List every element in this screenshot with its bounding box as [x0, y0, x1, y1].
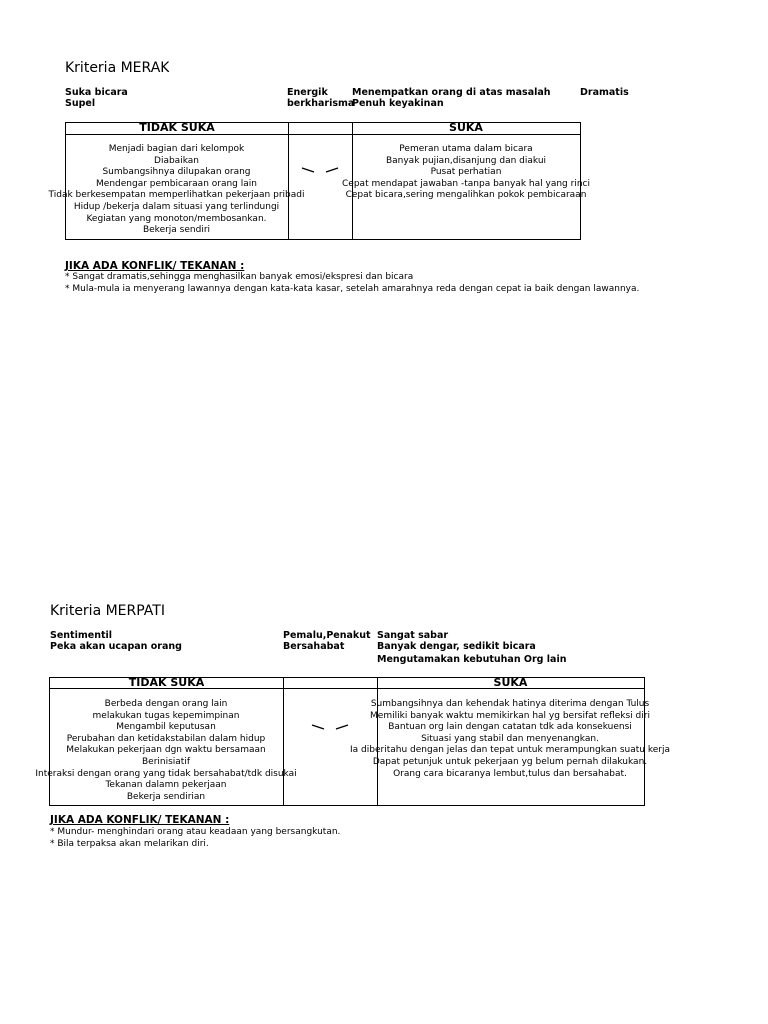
merpati-tidak-suka-list	[35, 699, 297, 803]
merak-suka-item: Cepat mendapat jawaban -tanpa banyak hal yang rinci	[342, 178, 590, 189]
merak-header-tidak-suka: TIDAK SUKA	[139, 122, 215, 132]
merpati-suka-item: Situasi yang stabil dan menyenangkan.	[421, 733, 599, 744]
merak-tidak-suka-item: Kegiatan yang monoton/membosankan.	[86, 213, 267, 224]
merpati-trait: Bersahabat	[283, 641, 345, 652]
merak-trait: Supel	[65, 98, 96, 109]
merpati-tidak-suka-item: melakukan tugas kepemimpinan	[92, 710, 240, 721]
merak-tidak-suka-list	[48, 144, 305, 237]
merak-trait: Penuh keyakinan	[352, 98, 444, 109]
merpati-suka-item: Bantuan org lain dengan catatan tdk ada konsekuensi	[388, 722, 632, 733]
merpati-trait: Banyak dengar, sedikit bicara	[377, 641, 536, 652]
merak-tidak-suka-item: Mendengar pembicaraan orang lain	[96, 178, 257, 189]
merpati-suka-item: Dapat petunjuk untuk pekerjaan yg belum pernah dilakukan.	[372, 756, 648, 767]
merpati-trait: Peka akan ucapan orang	[50, 641, 182, 652]
merpati-tidak-suka-item: Interaksi dengan orang yang tidak bersahabat/tdk disukai	[35, 768, 297, 779]
merak-suka-item: Banyak pujian,disanjung dan diakui	[385, 155, 547, 166]
merak-conflict-heading: JIKA ADA KONFLIK/ TEKANAN :	[65, 260, 245, 272]
merpati-trait: Pemalu,Penakut	[283, 630, 371, 641]
merak-suka-item: Pemeran utama dalam bicara	[399, 144, 533, 154]
merpati-trait: Sangat sabar	[377, 630, 449, 641]
merpati-trait: Mengutamakan kebutuhan Org lain	[377, 654, 567, 665]
merpati-header-suka: SUKA	[493, 677, 528, 687]
merak-tidak-suka-item: Diabaikan	[154, 155, 199, 166]
merak-tidak-suka-item: Hidup /bekerja dalam situasi yang terlindungi	[73, 201, 280, 212]
merpati-tidak-suka-item: Berinisiatif	[141, 756, 191, 767]
face-icon	[300, 163, 340, 179]
merpati-header-tidak-suka: TIDAK SUKA	[128, 677, 205, 687]
merpati-tidak-suka-item: Melakukan pekerjaan dgn waktu bersamaan	[66, 745, 266, 756]
merak-trait: Suka bicara	[65, 87, 128, 98]
merak-trait: Energik	[287, 87, 328, 98]
merak-suka-item: Cepat bicara,sering mengalihkan pokok pembicaraan	[345, 190, 587, 201]
merpati-tidak-suka-item: Mengambil keputusan	[116, 722, 216, 733]
merak-tidak-suka-item: Bekerja sendiri	[142, 225, 211, 236]
merpati-tidak-suka-item: Perubahan dan ketidakstabilan dalam hidup	[66, 733, 266, 744]
merak-trait: Dramatis	[580, 87, 629, 98]
merpati-suka-item: Orang cara bicaranya lembut,tulus dan bersahabat.	[393, 768, 627, 779]
merak-title: Kriteria MERAK	[65, 61, 170, 73]
merak-suka-list	[342, 144, 590, 202]
merpati-tidak-suka-item: Bekerja sendirian	[126, 791, 206, 802]
merpati-trait: Sentimentil	[50, 630, 113, 641]
merak-suka-item: Pusat perhatian	[430, 167, 502, 178]
merpati-suka-list	[350, 699, 670, 780]
merpati-conflict-line: * Bila terpaksa akan melarikan diri.	[50, 839, 209, 849]
merak-trait: Menempatkan orang di atas masalah	[352, 87, 551, 98]
merak-tidak-suka-item: Tidak berkesempatan memperlihatkan pekerjaan pribadi	[48, 190, 305, 201]
merpati-suka-item: Sumbangsihnya dan kehendak hatinya diterima dengan Tulus	[370, 699, 650, 709]
merpati-title: Kriteria MERPATI	[50, 604, 165, 616]
merpati-tidak-suka-item: Berbeda dengan orang lain	[104, 699, 228, 709]
merpati-suka-item: Ia diberitahu dengan jelas dan tepat untuk merampungkan suatu kerja	[350, 745, 670, 756]
merak-tidak-suka-item: Menjadi bagian dari kelompok	[108, 144, 245, 154]
merak-trait: berkharisma	[287, 98, 355, 109]
merpati-conflict-line: * Mundur- menghindari orang atau keadaan yang bersangkutan.	[50, 827, 341, 837]
merak-conflict-line: * Mula-mula ia menyerang lawannya dengan kata-kata kasar, setelah amarahnya reda dengan cepat ia baik dengan lawannya.	[65, 284, 640, 294]
merak-header-suka: SUKA	[449, 122, 483, 132]
merak-tidak-suka-item: Sumbangsihnya dilupakan orang	[102, 167, 251, 178]
merpati-conflict-heading: JIKA ADA KONFLIK/ TEKANAN :	[50, 814, 230, 826]
merak-conflict-line: * Sangat dramatis,sehingga menghasilkan banyak emosi/ekspresi dan bicara	[65, 272, 414, 282]
merpati-suka-item: Memiliki banyak waktu memikirkan hal yg bersifat refleksi diri	[370, 710, 650, 721]
face-icon	[310, 720, 350, 736]
merpati-tidak-suka-item: Tekanan dalamn pekerjaan	[105, 780, 227, 791]
